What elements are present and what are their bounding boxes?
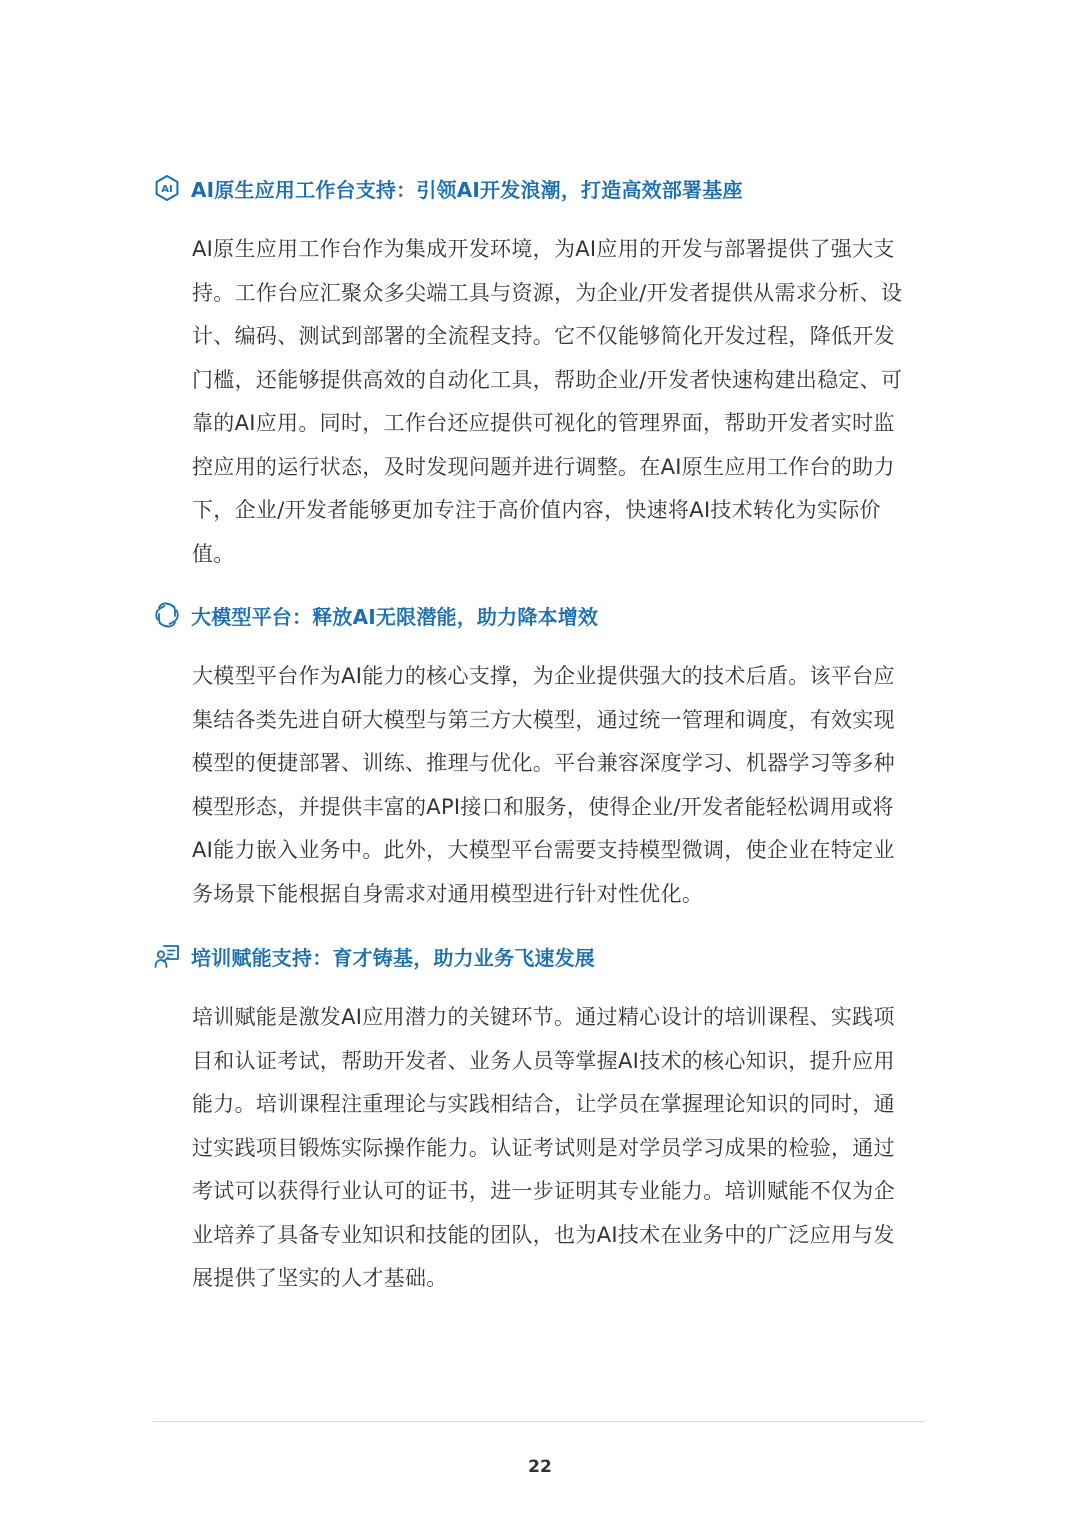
ai-chip-icon (152, 173, 182, 203)
paragraph-line: 下，企业/开发者能够更加专注于高价值内容，快速将AI技术转化为实际价 (192, 498, 881, 522)
paragraph-line: 控应用的运行状态，及时发现问题并进行调整。在AI原生应用工作台的助力 (192, 454, 895, 479)
model-knot-icon (152, 600, 182, 630)
paragraph-line: 值。 (192, 541, 235, 566)
paragraph-line: 模型形态，并提供丰富的API接口和服务，使得企业/开发者能轻松调用或将 (192, 794, 894, 819)
paragraph-line: 培训赋能是激发AI应用潜力的关键环节。通过精心设计的培训课程、实践项 (192, 1005, 895, 1029)
paragraph-line: AI能力嵌入业务中。此外，大模型平台需要支持模型微调，使企业在特定业 (192, 838, 895, 862)
section-heading (152, 598, 598, 632)
presenter-board-icon (152, 941, 182, 971)
paragraph-line: 模型的便捷部署、训练、推理与优化。平台兼容深度学习、机器学习等多种 (192, 751, 895, 775)
paragraph-line: 能力。培训课程注重理论与实践相结合，让学员在掌握理论知识的同时，通 (192, 1092, 895, 1116)
paragraph-line: 展提供了坚实的人才基础。 (192, 1266, 448, 1290)
paragraph-line: 靠的AI应用。同时，工作台还应提供可视化的管理界面，帮助开发者实时监 (192, 411, 895, 435)
paragraph-line: 门槛，还能够提供高效的自动化工具，帮助企业/开发者快速构建出稳定、可 (192, 367, 903, 392)
svg-text:AI: AI (161, 184, 173, 195)
paragraph-line: 大模型平台作为AI能力的核心支撑，为企业提供强大的技术后盾。该平台应 (192, 664, 895, 688)
paragraph-line: 计、编码、测试到部署的全流程支持。它不仅能够简化开发过程，降低开发 (192, 324, 895, 348)
paragraph-line: 过实践项目锻炼实际操作能力。认证考试则是对学员学习成果的检验，通过 (192, 1135, 895, 1160)
section-title: 培训赋能支持：育才铸基，助力业务飞速发展 (191, 945, 595, 970)
paragraph-line: 考试可以获得行业认可的证书，进一步证明其专业能力。培训赋能不仅为企 (192, 1179, 895, 1203)
section-paragraph (192, 228, 927, 576)
paragraph-line: 持。工作台应汇聚众多尖端工具与资源，为企业/开发者提供从需求分析、设 (192, 280, 903, 305)
paragraph-line: 务场景下能根据自身需求对通用模型进行针对性优化。 (192, 881, 704, 906)
paragraph-line: 业培养了具备专业知识和技能的团队，也为AI技术在业务中的广泛应用与发 (192, 1222, 895, 1247)
section-paragraph (192, 655, 927, 916)
paragraph-line: 目和认证考试，帮助开发者、业务人员等掌握AI技术的核心知识，提升应用 (192, 1048, 895, 1073)
footer-divider (153, 1421, 925, 1422)
section-paragraph (192, 996, 927, 1301)
paragraph-line: 集结各类先进自研大模型与第三方大模型，通过统一管理和调度，有效实现 (192, 707, 895, 732)
section-title: AI原生应用工作台支持：引领AI开发浪潮，打造高效部署基座 (191, 177, 743, 202)
section-title: 大模型平台：释放AI无限潜能，助力降本增效 (191, 604, 599, 629)
paragraph-line: AI原生应用工作台作为集成开发环境，为AI应用的开发与部署提供了强大支 (192, 237, 895, 261)
section-heading (152, 939, 595, 973)
section-heading (152, 171, 743, 205)
page-number: 22 (528, 1457, 552, 1477)
